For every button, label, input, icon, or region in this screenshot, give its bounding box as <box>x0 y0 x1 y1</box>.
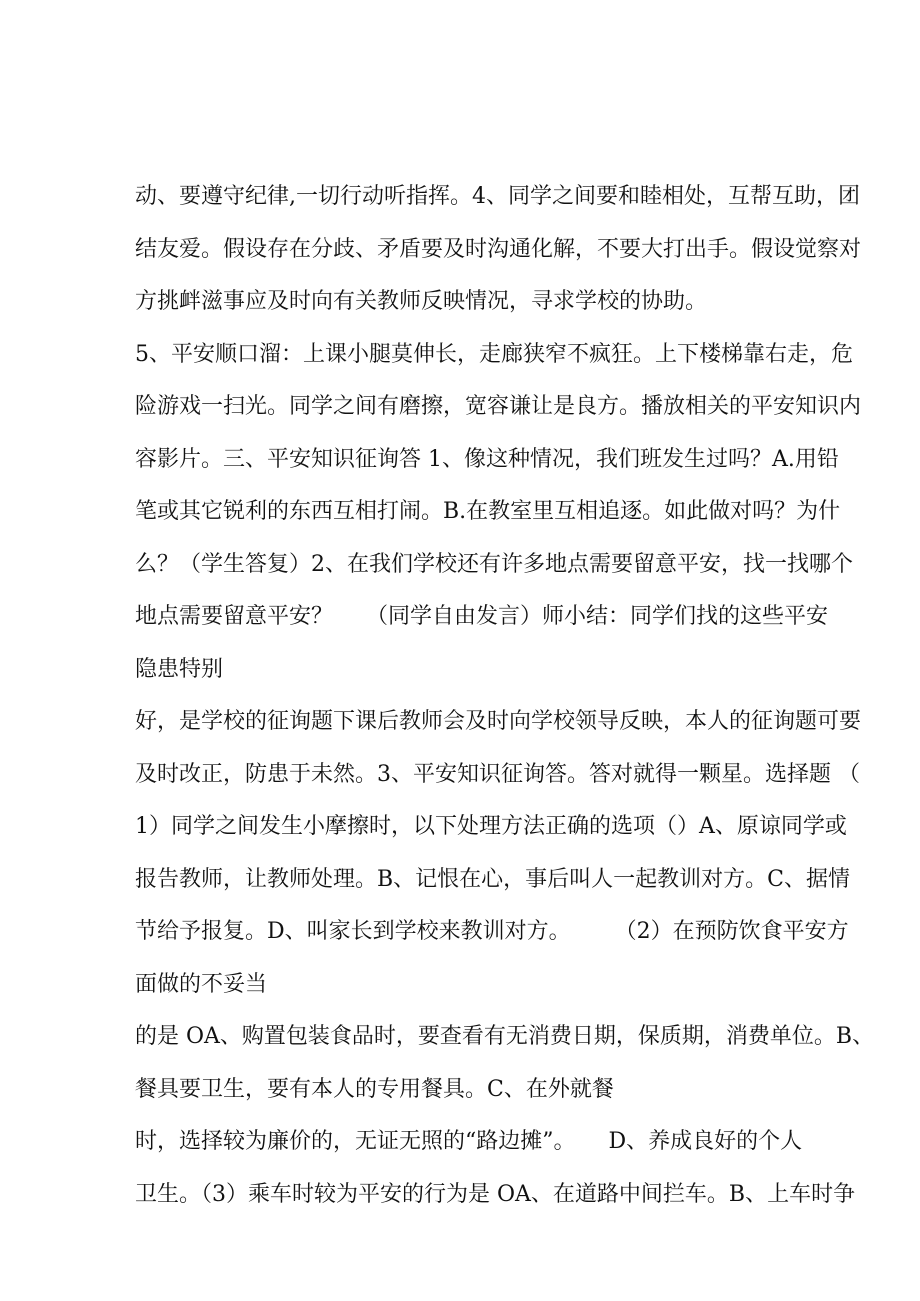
text-line-15: 节给予报复。D、叫家长到学校来教训对方。 （2）在预防饮食平安方 <box>135 919 849 944</box>
text-line-5: 险游戏一扫光。同学之间有磨擦，宽容谦让是良方。播放相关的平安知识内 <box>135 394 862 419</box>
text-line-17: 的是 OA、购置包装食品时，要查看有无消费日期，保质期，消费单位。B、 <box>135 1024 875 1049</box>
text-line-1: 动、要遵守纪律,一切行动听指挥。4、同学之间要和睦相处，互帮互助，团 <box>135 184 860 209</box>
text-line-8: 么？（学生答复）2、在我们学校还有许多地点需要留意平安，找一找哪个 <box>135 551 853 577</box>
text-line-4: 5、平安顺口溜：上课小腿莫伸长，走廊狭窄不疯狂。上下楼梯靠右走，危 <box>135 341 853 367</box>
text-line-12: 及时改正，防患于未然。3、平安知识征询答。答对就得一颗星。选择题 （ <box>135 761 860 787</box>
text-line-7: 笔或其它锐利的东西互相打闹。B.在教室里互相追逐。如此做对吗？为什 <box>135 499 841 524</box>
text-line-19: 时，选择较为廉价的，无证无照的“路边摊”。 D、养成良好的个人 <box>135 1129 803 1154</box>
text-line-6: 容影片。三、平安知识征询答 1、像这种情况，我们班发生过吗？A.用铅 <box>135 446 839 472</box>
text-line-18: 餐具要卫生，要有本人的专用餐具。C、在外就餐 <box>135 1076 614 1102</box>
text-line-16: 面做的不妥当 <box>135 971 268 997</box>
text-line-13: 1）同学之间发生小摩擦时，以下处理方法正确的选项（）A、原谅同学或 <box>135 814 847 839</box>
text-line-10: 隐患特别 <box>135 656 224 682</box>
text-line-20: 卫生。（3）乘车时较为平安的行为是 OA、在道路中间拦车。B、上车时争 <box>135 1181 856 1207</box>
text-line-3: 方挑衅滋事应及时向有关教师反映情况，寻求学校的协助。 <box>135 289 708 314</box>
text-line-9: 地点需要留意平安？ （同学自由发言）师小结：同学们找的这些平安 <box>135 604 829 629</box>
body-text <box>135 180 875 1230</box>
text-line-2: 结友爱。假设存在分歧、矛盾要及时沟通化解，不要大打出手。假设觉察对 <box>135 236 862 262</box>
text-line-14: 报告教师，让教师处理。B、记恨在心，事后叫人一起教训对方。C、据情 <box>135 866 851 892</box>
text-line-11: 好，是学校的征询题下课后教师会及时向学校领导反映，本人的征询题可要 <box>135 709 862 734</box>
